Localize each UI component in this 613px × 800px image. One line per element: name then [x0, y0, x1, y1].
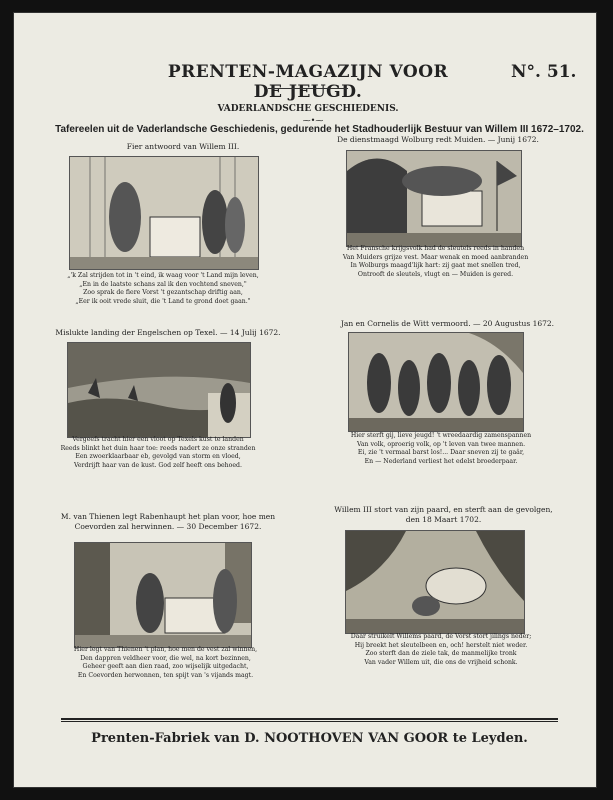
engraving-de-witt-murder	[348, 332, 524, 432]
panel-title-4: Jan en Cornelis de Witt vermoord. — 20 Augustus 1672.	[340, 319, 555, 328]
verse-line: Zoo sprak de fiere Vorst 't gezantschap driftig aan,	[83, 289, 243, 296]
engraving-wolburg-muiden	[346, 150, 522, 247]
verse-line: Van Muiders grijze vest. Maar wenak en moed aanbranden	[342, 253, 529, 261]
verse-line: Hier sterft gij, lieve jeugd! 't wreedaardig zamenspannen	[350, 432, 532, 439]
magazine-title: PRENTEN-MAGAZIJN VOOR DE JEUGD.	[167, 62, 449, 102]
panel-verse-5	[53, 646, 278, 680]
verse-line: Geheer geeft aan dien raad, zoo wijselijk uitgedacht,	[82, 663, 249, 670]
panel-verse-3	[53, 436, 263, 470]
verse-line: Den dappren veldheer voor, die wel, na kort bezinnen,	[80, 654, 251, 662]
verse-line: En Coevorden herwonnen, ten spijt van 's vijands magt.	[77, 671, 254, 679]
verse-line: Zoo sterft dan de ziele tak, de manmelijke tronk	[365, 650, 517, 657]
panel-title-2: De dienstmaagd Wolburg redt Muiden. — Junij 1672.	[337, 135, 539, 144]
footer-rule-thick	[61, 718, 558, 720]
panel-verse-6	[331, 633, 551, 667]
panel-title-3: Mislukte landing der Engelschen op Texel. — 14 Julij 1672.	[55, 328, 281, 337]
verse-line: Vergeefs tracht hier een vloot op Texels kust te landen	[72, 436, 244, 443]
publisher-imprint: Prenten-Fabriek van D. NOOTHOVEN VAN GOOR te Leyden.	[91, 731, 528, 746]
series-heading: Tafereelen uit de Vaderlandsche Geschiedenis, gedurende het Stadhouderlijk Bestuur van Willem III 1672–1702.	[55, 124, 584, 135]
panel-verse-2	[323, 245, 548, 279]
verse-line: Hij breekt het sleutelbeen en, och! herstelt niet weder.	[354, 641, 528, 649]
title-rule	[268, 88, 348, 89]
panel-title-5: M. van Thienen legt Rabenhaupt het plan voor, hoe men Coevorden zal herwinnen. — 30 December 1672.	[60, 512, 276, 531]
verse-line: Het Fransche krijgsvolk had de sleutels reeds in handen	[346, 245, 525, 252]
verse-line: Reeds blinkt het duin haar toe: reeds nadert ze onze stranden	[60, 444, 256, 452]
verse-line: Daar struikelt Willems paard, de Vorst stort jilings neder;	[350, 633, 532, 640]
verse-line: En — Nederland verliest het edelst broederpaar.	[364, 457, 518, 465]
footer-rule-thin	[61, 721, 558, 722]
panel-title-1: Fier antwoord van Willem III.	[126, 142, 240, 151]
verse-line: Van vader Willem uit, die ons de vrijheid schonk.	[364, 658, 518, 666]
verse-line: Verdrijft haar van de kust. God zelf heeft ons behoed.	[73, 461, 242, 469]
engraving-texel-landing	[67, 342, 251, 438]
verse-line: Ontrooft de sleutels, vlugt en — Muiden is gered.	[357, 270, 514, 278]
ornament-divider: ⁓•⁓	[302, 116, 324, 125]
panel-verse-1	[53, 272, 273, 306]
verse-line: „En in de laatste schans zal ik den vochtend sneven,"	[79, 280, 247, 288]
verse-line: „'k Zal strijden tot in 't eind, ik waag voor 't Land mijn leven,	[67, 272, 259, 279]
verse-line: „Eer ik ooit vrede sluit, die 't Land te grond doet gaan."	[75, 297, 251, 305]
engraving-coevorden-plan	[74, 542, 252, 648]
verse-line: Een zwoerklaarbaar eb, gevolgd van storm en vloed,	[75, 453, 241, 460]
verse-line: Ei, zie 't vermaal barst los!... Daar sneven zij te gaâr,	[357, 449, 525, 456]
engraving-willem-iii-fall	[345, 530, 525, 634]
issue-number: N°. 51.	[511, 62, 577, 82]
verse-line: Van volk, oproerig volk, op 't leven van twee mannen.	[356, 440, 526, 448]
panel-verse-4	[331, 432, 551, 466]
section-subtitle: VADERLANDSCHE GESCHIEDENIS.	[217, 104, 399, 114]
panel-title-6: Willem III stort van zijn paard, en sterft aan de gevolgen, den 18 Maart 1702.	[334, 505, 553, 524]
engraving-willem-iii-answer	[69, 156, 259, 270]
verse-line: In Wolburgs maagd'lijk hart: zij gaat met snellen tred,	[350, 262, 521, 269]
verse-line: Hier legt van Thienen 't plan, hoe men de vest zal winnen,	[73, 646, 258, 653]
print-sheet	[13, 12, 597, 788]
